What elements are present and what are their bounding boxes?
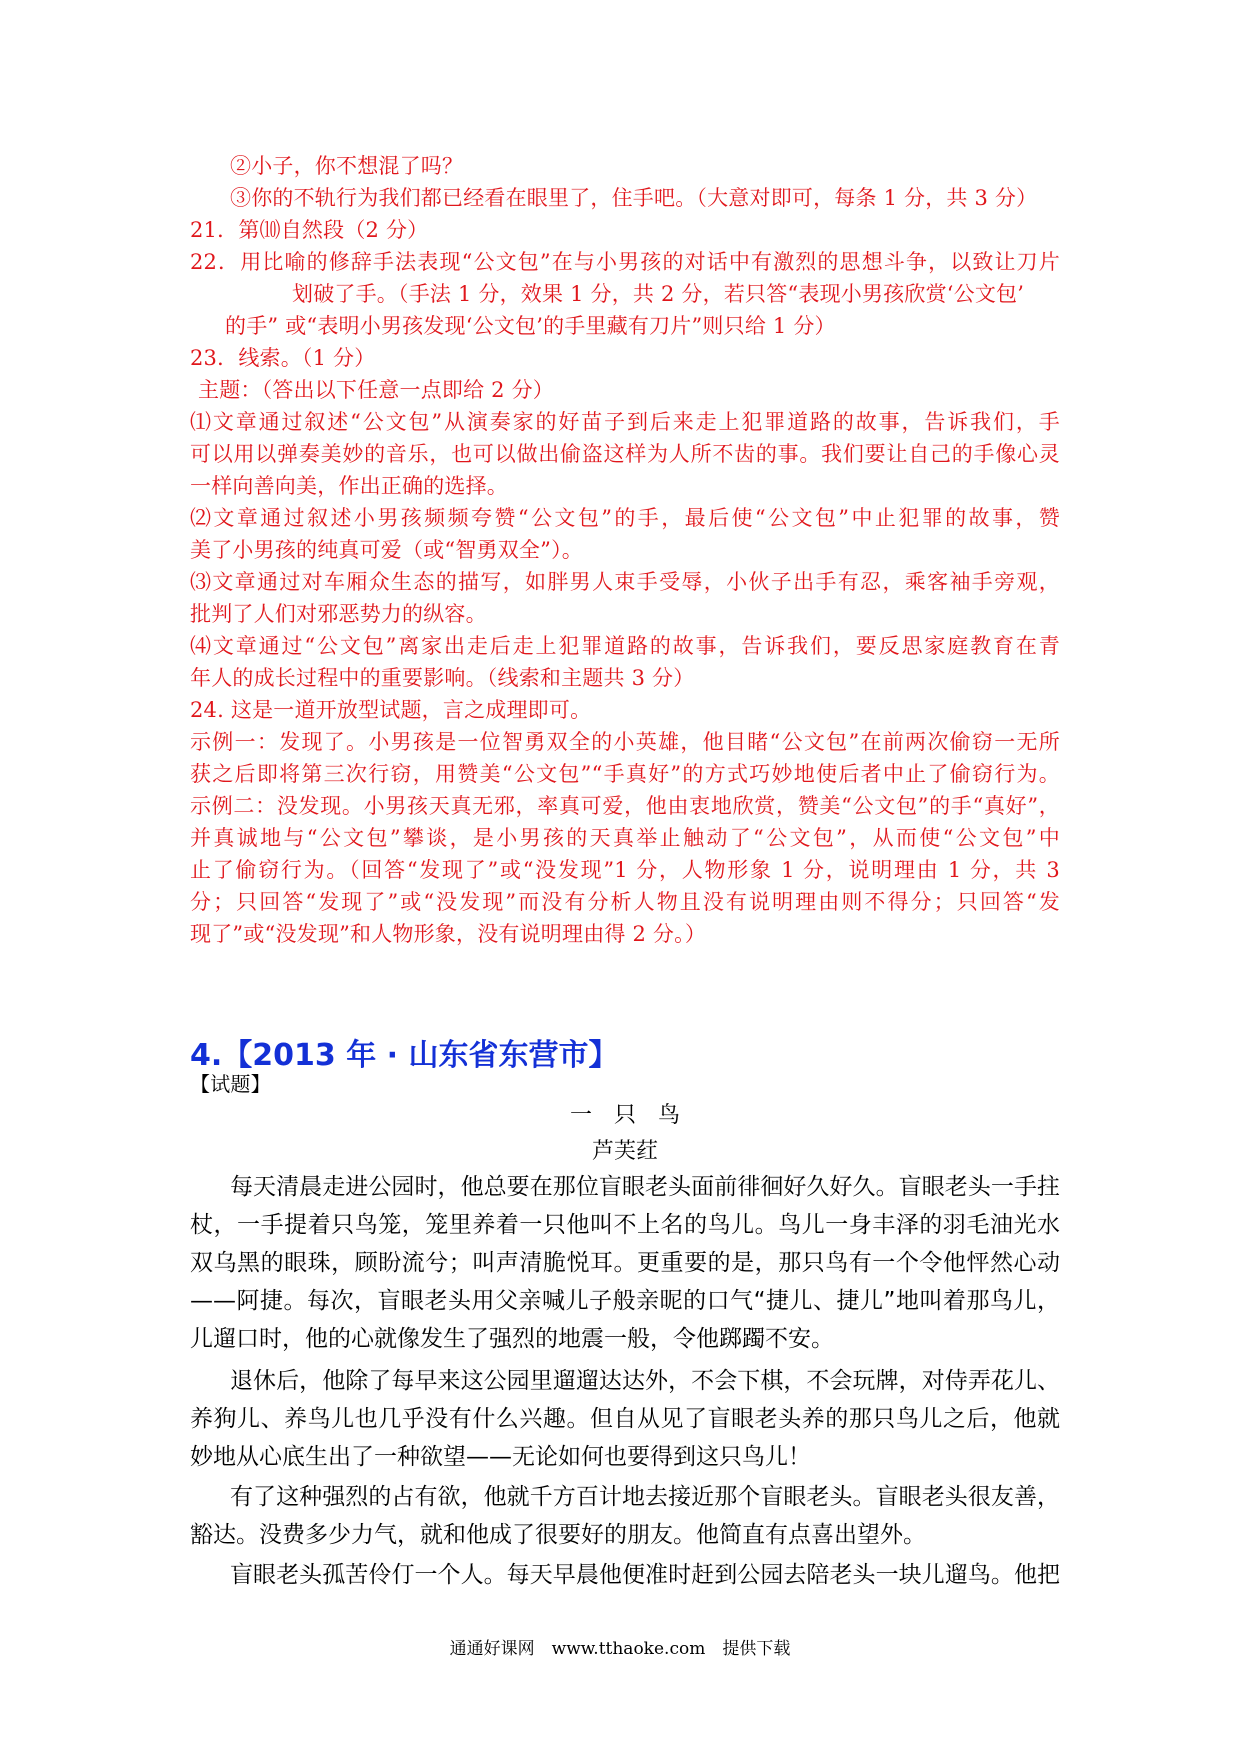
story-line: 儿遛口时，他的心就像发生了强烈的地震一般，令他踯躅不安。 — [190, 1326, 834, 1352]
answer-line: ③你的不轨行为我们都已经看在眼里了，住手吧。（大意对即可，每条 1 分，共 3 分） — [230, 186, 1038, 210]
story-line: 妙地从心底生出了一种欲望——无论如何也要得到这只鸟儿！ — [190, 1444, 811, 1470]
answer-line: 21．第⑽自然段（2 分） — [190, 218, 429, 242]
answer-line: 年人的成长过程中的重要影响。（线索和主题共 3 分） — [190, 666, 695, 690]
answer-line: 的手” 或“表明小男孩发现‘公文包’的手里藏有刀片”则只给 1 分） — [225, 314, 836, 338]
answer-line: 美了小男孩的纯真可爱（或“智勇双全”）。 — [190, 538, 583, 562]
story-line: 有了这种强烈的占有欲，他就千方百计地去接近那个盲眼老头。盲眼老头很友善， — [230, 1484, 1060, 1510]
answer-line: 划破了手。（手法 1 分，效果 1 分，共 2 分，若只答“表现小男孩欣赏‘公文包’ — [292, 282, 1025, 306]
answer-line: 分；只回答“发现了”或“没发现”而没有分析人物且没有说明理由则不得分；只回答“发 — [190, 890, 1060, 914]
story-line: 养狗儿、养鸟儿也几乎没有什么兴趣。但自从见了盲眼老头养的那只鸟儿之后，他就 — [190, 1406, 1060, 1432]
story-author: 芦芙荭 — [591, 1139, 658, 1164]
story-title: 一 只 鸟 — [569, 1103, 680, 1128]
answer-line: 23．线索。（1 分） — [190, 346, 376, 370]
story-line: 双乌黑的眼珠，顾盼流兮；叫声清脆悦耳。更重要的是，那只鸟有一个令他怦然心动 — [190, 1250, 1060, 1276]
answer-line: 止了偷窃行为。（回答“发现了”或“没发现”1 分，人物形象 1 分，说明理由 1 分，共 3 — [190, 858, 1060, 882]
page-footer: 通通好课网 www.tthaoke.com 提供下载 — [449, 1639, 791, 1659]
answer-line: 并真诚地与“公文包”攀谈，是小男孩的天真举止触动了“公文包”，从而使“公文包”中 — [190, 826, 1060, 850]
story-line: ——阿捷。每次，盲眼老头用父亲喊儿子般亲昵的口气“捷儿、捷儿”地叫着那鸟儿， — [190, 1288, 1060, 1314]
answer-line: 示例二：没发现。小男孩天真无邪，率真可爱，他由衷地欣赏，赞美“公文包”的手“真好”， — [190, 794, 1060, 818]
answer-line: 现了”或“没发现”和人物形象，没有说明理由得 2 分。） — [190, 922, 707, 946]
question-tag: 【试题】 — [190, 1072, 271, 1096]
story-line: 退休后，他除了每早来这公园里遛遛达达外，不会下棋，不会玩牌，对侍弄花儿、 — [230, 1368, 1060, 1394]
answer-line: ⑷文章通过“公文包”离家出走后走上犯罪道路的故事，告诉我们，要反思家庭教育在青 — [190, 634, 1060, 658]
story-line: 杖，一手提着只鸟笼，笼里养着一只他叫不上名的鸟儿。鸟儿一身丰泽的羽毛油光水 — [190, 1212, 1060, 1238]
answer-line: 24. 这是一道开放型试题，言之成理即可。 — [190, 698, 592, 722]
section-heading: 4.【2013 年 · 山东省东营市】 — [190, 1038, 619, 1073]
answer-line: ⑴文章通过叙述“公文包”从演奏家的好苗子到后来走上犯罪道路的故事，告诉我们，手 — [190, 410, 1060, 434]
story-line: 盲眼老头孤苦伶仃一个人。每天早晨他便准时赶到公园去陪老头一块儿遛鸟。他把 — [230, 1562, 1060, 1588]
story-line: 每天清晨走进公园时，他总要在那位盲眼老头面前徘徊好久好久。盲眼老头一手拄 — [230, 1174, 1060, 1200]
answer-line: 一样向善向美，作出正确的选择。 — [190, 474, 508, 498]
answer-line: ②小子，你不想混了吗？ — [230, 154, 464, 178]
answer-line: ⑵文章通过叙述小男孩频频夸赞“公文包”的手，最后使“公文包”中止犯罪的故事，赞 — [190, 506, 1060, 530]
answer-line: 22．用比喻的修辞手法表现“公文包”在与小男孩的对话中有激烈的思想斗争，以致让刀片 — [190, 250, 1060, 274]
answer-line: ⑶文章通过对车厢众生态的描写，如胖男人束手受辱，小伙子出手有忍，乘客袖手旁观， — [190, 570, 1060, 594]
answer-line: 可以用以弹奏美妙的音乐，也可以做出偷盗这样为人所不齿的事。我们要让自己的手像心灵 — [190, 442, 1060, 466]
answer-line: 示例一：发现了。小男孩是一位智勇双全的小英雄，他目睹“公文包”在前两次偷窃一无所 — [190, 730, 1060, 754]
story-line: 豁达。没费多少力气，就和他成了很要好的朋友。他简直有点喜出望外。 — [190, 1522, 926, 1548]
answer-line: 批判了人们对邪恶势力的纵容。 — [190, 602, 487, 626]
answer-line: 主题：（答出以下任意一点即给 2 分） — [198, 378, 555, 402]
answer-line: 获之后即将第三次行窃，用赞美“公文包”“手真好”的方式巧妙地使后者中止了偷窃行为。 — [190, 762, 1060, 786]
